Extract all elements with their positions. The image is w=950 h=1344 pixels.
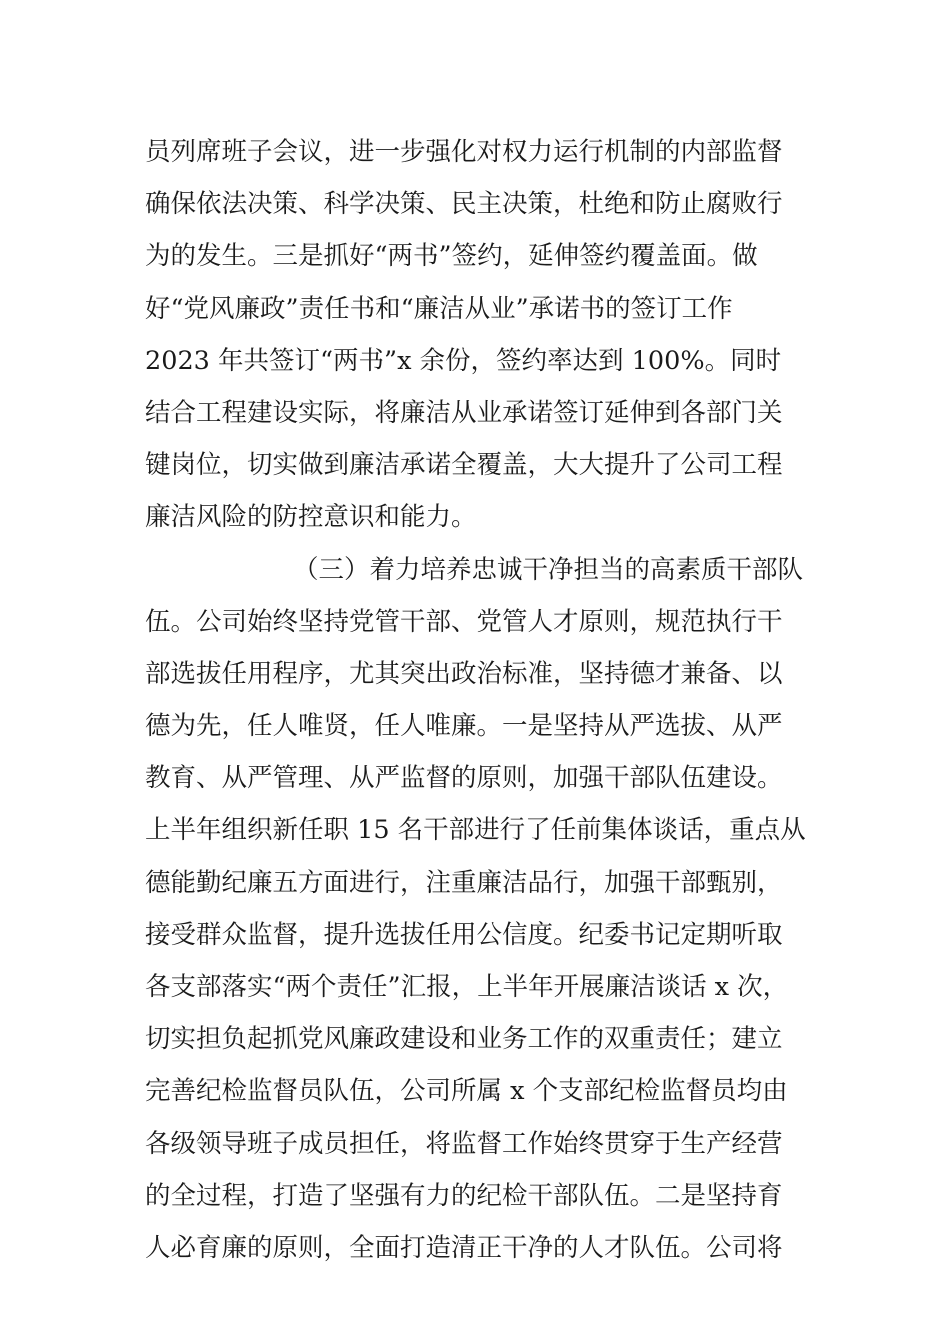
- text-line: 人必育廉的原则，全面打造清正干净的人才队伍。公司将: [145, 1232, 783, 1263]
- text-line: 确保依法决策、科学决策、民主决策，杜绝和防止腐败行: [145, 189, 783, 220]
- text-line: 上半年组织新任职 15 名干部进行了任前集体谈话，重点从: [145, 815, 806, 846]
- text-line: 2023 年共签订“两书”x 余份，签约率达到 100%。同时: [145, 345, 782, 376]
- section-heading: （三）着力培养忠诚干净担当的高素质干部队: [293, 554, 804, 585]
- text-line: 教育、从严管理、从严监督的原则，加强干部队伍建设。: [145, 763, 783, 794]
- text-line: 各支部落实“两个责任”汇报，上半年开展廉洁谈话 x 次，: [145, 972, 789, 1002]
- text-line: 德能勤纪廉五方面进行，注重廉洁品行，加强干部甄别，: [145, 867, 783, 898]
- text-line: 伍。公司始终坚持党管干部、党管人才原则，规范执行干: [145, 606, 783, 637]
- text-line: 完善纪检监督员队伍，公司所属 x 个支部纪检监督员均由: [145, 1076, 788, 1107]
- text-line: 为的发生。三是抓好“两书”签约，延伸签约覆盖面。做: [145, 241, 758, 272]
- text-line: 结合工程建设实际，将廉洁从业承诺签订延伸到各部门关: [145, 397, 783, 428]
- text-line: 部选拔任用程序，尤其突出政治标准，坚持德才兼备、以: [145, 658, 783, 689]
- text-line: 切实担负起抓党风廉政建设和业务工作的双重责任；建立: [145, 1024, 783, 1055]
- text-line: 键岗位，切实做到廉洁承诺全覆盖，大大提升了公司工程: [145, 450, 783, 481]
- body-text: [145, 126, 825, 1274]
- text-line: 接受群众监督，提升选拔任用公信度。纪委书记定期听取: [145, 919, 783, 950]
- text-line: 的全过程，打造了坚强有力的纪检干部队伍。二是坚持育: [145, 1180, 783, 1211]
- text-line: 德为先，任人唯贤，任人唯廉。一是坚持从严选拔、从严: [145, 711, 783, 742]
- text-line: 好“党风廉政”责任书和“廉洁从业”承诺书的签订工作: [145, 293, 733, 324]
- text-line: 各级领导班子成员担任，将监督工作始终贯穿于生产经营: [145, 1128, 783, 1159]
- text-line: 员列席班子会议，进一步强化对权力运行机制的内部监督: [145, 137, 783, 167]
- text-line: 廉洁风险的防控意识和能力。: [145, 502, 477, 533]
